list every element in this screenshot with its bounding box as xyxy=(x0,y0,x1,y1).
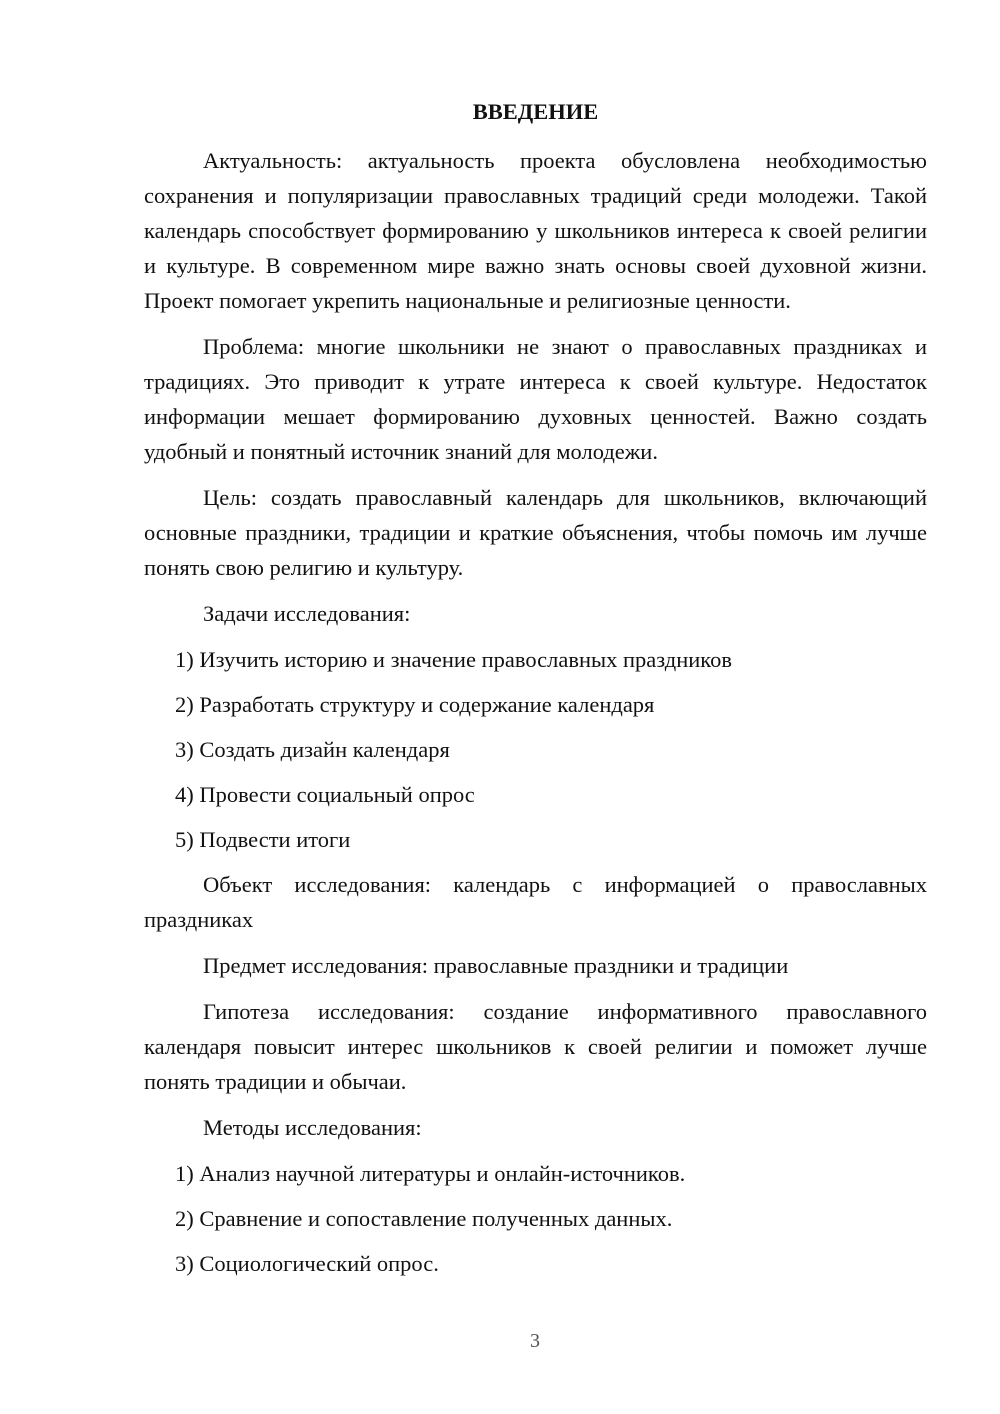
task-item: 4) Провести социальный опрос xyxy=(175,782,475,807)
goal-paragraph: Цель: создать православный календарь для школьников, включающий основные праздники, традиции и краткие объяснения, чтобы помочь им лучше понять свою религию и культуру. xyxy=(144,485,927,580)
section-title: ВВЕДЕНИЕ xyxy=(472,99,599,124)
methods-list xyxy=(144,1156,927,1281)
method-item: 3) Социологический опрос. xyxy=(175,1251,439,1276)
methods-label: Методы исследования: xyxy=(203,1115,422,1140)
task-item: 5) Подвести итоги xyxy=(175,827,351,852)
document-page xyxy=(144,94,927,1291)
problem-paragraph: Проблема: многие школьники не знают о православных праздниках и традициях. Это приводит к утрате интереса к своей культуре. Недостаток информации мешает формированию духовных ценностей. Важно создать удобный и понятный источник знаний для молодежи. xyxy=(144,334,927,464)
hypothesis-paragraph: Гипотеза исследования: создание информативного православного календаря повысит интерес школьников к своей религии и поможет лучше понять традиции и обычаи. xyxy=(144,999,927,1094)
relevance-paragraph: Актуальность: актуальность проекта обусловлена необходимостью сохранения и популяризации православных традиций среди молодежи. Такой календарь способствует формированию у школьников интереса к своей религии и культуре. В современном мире важно знать основы своей духовной жизни. Проект помогает укрепить национальные и религиозные ценности. xyxy=(144,148,927,313)
page-number: 3 xyxy=(530,1330,540,1352)
tasks-list xyxy=(144,642,927,857)
method-item: 2) Сравнение и сопоставление полученных данных. xyxy=(175,1206,673,1231)
task-item: 3) Создать дизайн календаря xyxy=(175,737,450,762)
method-item: 1) Анализ научной литературы и онлайн-источников. xyxy=(175,1161,686,1186)
task-item: 1) Изучить историю и значение православных праздников xyxy=(175,647,732,672)
subject-paragraph: Предмет исследования: православные праздники и традиции xyxy=(203,953,789,978)
object-paragraph: Объект исследования: календарь с информацией о православных праздниках xyxy=(144,872,927,932)
task-item: 2) Разработать структуру и содержание календаря xyxy=(175,692,655,717)
tasks-label: Задачи исследования: xyxy=(203,601,411,626)
